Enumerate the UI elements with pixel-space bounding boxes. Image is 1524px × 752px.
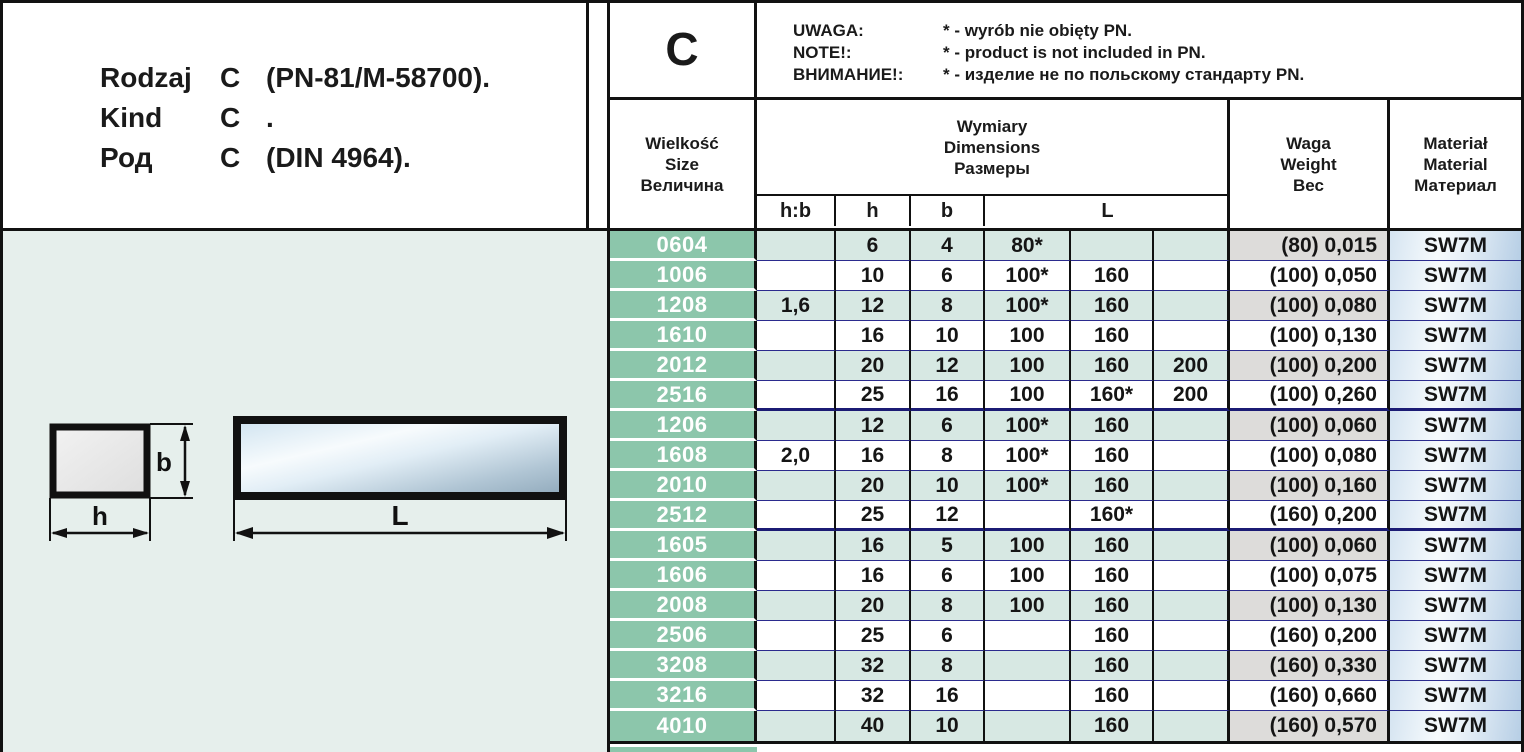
- weight-header-ru: Вес: [1293, 175, 1324, 195]
- size-cell: 1206: [610, 411, 757, 441]
- standard-line-ru: [100, 138, 586, 178]
- length-value-cell-3: [1154, 441, 1230, 471]
- length-value-cell-3: [1154, 711, 1230, 741]
- size-cell: 0604: [610, 231, 757, 261]
- h-value-cell: 25: [836, 381, 911, 411]
- dimensions-column-header: [757, 100, 1230, 228]
- subheader-l: L: [1101, 199, 1114, 222]
- h-arrowhead-right: [133, 528, 149, 538]
- drawing-panel: [0, 228, 607, 752]
- length-value-cell-2: 160: [1071, 561, 1154, 591]
- material-cell: SW7M: [1390, 651, 1521, 681]
- dims-header-ru: Размеры: [954, 158, 1030, 178]
- length-value-cell-1: 100*: [985, 471, 1071, 501]
- size-header-pl: Wielkość: [645, 133, 719, 153]
- length-value-cell-2: 160*: [1071, 501, 1154, 531]
- table-row: [610, 621, 1521, 651]
- note-text-ru: * - изделие не по польскому стандарту PN.: [943, 65, 1305, 84]
- material-cell: SW7M: [1390, 261, 1521, 291]
- length-value-cell-1: [985, 501, 1071, 531]
- hb-ratio-cell: [757, 471, 836, 501]
- standard-kind-pl: C: [220, 62, 241, 93]
- b-dimension-label: b: [156, 447, 172, 477]
- material-cell: SW7M: [1390, 621, 1521, 651]
- weight-cell: (100) 0,060: [1230, 411, 1390, 441]
- size-cell: 4010: [610, 711, 757, 741]
- length-value-cell-3: 200: [1154, 381, 1230, 411]
- standard-label-en: Kind: [100, 102, 163, 133]
- dims-header-pl: Wymiary: [956, 116, 1028, 136]
- b-value-cell: 10: [911, 321, 985, 351]
- table-body: [610, 231, 1521, 741]
- table-row: [610, 531, 1521, 561]
- h-value-cell: 25: [836, 621, 911, 651]
- length-value-cell-1: 100: [985, 591, 1071, 621]
- size-header-en: Size: [664, 154, 700, 174]
- size-column-header: [610, 100, 757, 228]
- h-value-cell: 16: [836, 531, 911, 561]
- size-cell: 2010: [610, 471, 757, 501]
- weight-cell: (160) 0,660: [1230, 681, 1390, 711]
- length-value-cell-3: [1154, 291, 1230, 321]
- size-cell: 1608: [610, 441, 757, 471]
- b-value-cell: 10: [911, 711, 985, 741]
- length-value-cell-3: [1154, 231, 1230, 261]
- note-text-en: * - product is not included in PN.: [943, 43, 1206, 62]
- hb-ratio-cell: [757, 321, 836, 351]
- h-value-cell: 10: [836, 261, 911, 291]
- length-value-cell-3: [1154, 501, 1230, 531]
- weight-cell: (100) 0,050: [1230, 261, 1390, 291]
- length-value-cell-1: 100*: [985, 291, 1071, 321]
- note-line-ru: [793, 64, 1521, 86]
- b-value-cell: 8: [911, 441, 985, 471]
- hb-ratio-cell: [757, 261, 836, 291]
- hb-ratio-cell: [757, 681, 836, 711]
- hb-ratio-cell: [757, 351, 836, 381]
- subheader-b: b: [911, 196, 985, 226]
- length-value-cell-2: 160: [1071, 621, 1154, 651]
- size-cell: 1610: [610, 321, 757, 351]
- type-letter-cell: C: [610, 0, 757, 97]
- h-value-cell: 32: [836, 681, 911, 711]
- table-top-header: [610, 0, 1521, 100]
- table-row: [610, 291, 1521, 321]
- table-row: [610, 471, 1521, 501]
- b-value-cell: 12: [911, 501, 985, 531]
- length-value-cell-3: [1154, 411, 1230, 441]
- weight-cell: (80) 0,015: [1230, 231, 1390, 261]
- subheader-h: h: [836, 196, 911, 226]
- h-value-cell: 12: [836, 411, 911, 441]
- b-value-cell: 8: [911, 291, 985, 321]
- length-value-cell-3: [1154, 621, 1230, 651]
- length-value-cell-3: [1154, 321, 1230, 351]
- table-row: [610, 711, 1521, 741]
- material-cell: SW7M: [1390, 591, 1521, 621]
- material-cell: SW7M: [1390, 501, 1521, 531]
- material-cell: SW7M: [1390, 231, 1521, 261]
- length-value-cell-1: 100: [985, 351, 1071, 381]
- note-label-pl: UWAGA:: [793, 21, 864, 40]
- length-value-cell-2: [1071, 231, 1154, 261]
- l-arrowhead-right: [547, 527, 565, 539]
- b-value-cell: 4: [911, 231, 985, 261]
- standard-line-pl: [100, 58, 586, 98]
- weight-cell: (100) 0,160: [1230, 471, 1390, 501]
- table-row: [610, 231, 1521, 261]
- material-cell: SW7M: [1390, 441, 1521, 471]
- material-cell: SW7M: [1390, 471, 1521, 501]
- table-bottom-border: [610, 741, 1521, 744]
- h-value-cell: 16: [836, 441, 911, 471]
- length-value-cell-2: 160: [1071, 471, 1154, 501]
- h-value-cell: 32: [836, 651, 911, 681]
- note-text-pl: * - wyrób nie obięty PN.: [943, 21, 1132, 40]
- length-value-cell-2: 160: [1071, 321, 1154, 351]
- h-value-cell: 16: [836, 321, 911, 351]
- b-arrowhead-down: [180, 481, 190, 497]
- weight-cell: (160) 0,200: [1230, 621, 1390, 651]
- weight-cell: (100) 0,130: [1230, 591, 1390, 621]
- length-value-cell-1: [985, 681, 1071, 711]
- length-value-cell-3: [1154, 591, 1230, 621]
- table-column-headers: [610, 100, 1521, 231]
- length-value-cell-1: 100*: [985, 261, 1071, 291]
- subheader-hb: h:b: [757, 196, 836, 226]
- length-value-cell-1: 100: [985, 531, 1071, 561]
- standard-kind-en: C: [220, 102, 241, 133]
- standard-label-ru: Род: [100, 142, 153, 173]
- weight-cell: (160) 0,200: [1230, 501, 1390, 531]
- b-value-cell: 16: [911, 381, 985, 411]
- hb-ratio-cell: [757, 561, 836, 591]
- material-cell: SW7M: [1390, 681, 1521, 711]
- material-cell: SW7M: [1390, 291, 1521, 321]
- weight-cell: (160) 0,570: [1230, 711, 1390, 741]
- length-value-cell-3: [1154, 651, 1230, 681]
- size-header-ru: Величина: [640, 175, 724, 195]
- length-value-cell-1: [985, 651, 1071, 681]
- size-cell: 2012: [610, 351, 757, 381]
- length-value-cell-2: 160: [1071, 411, 1154, 441]
- table-row: [610, 501, 1521, 531]
- material-header-ru: Материал: [1414, 175, 1497, 195]
- hb-ratio-cell: 1,6: [757, 291, 836, 321]
- size-cell: 2516: [610, 381, 757, 411]
- hb-ratio-cell: [757, 231, 836, 261]
- table-row: [610, 351, 1521, 381]
- h-value-cell: 6: [836, 231, 911, 261]
- h-value-cell: 40: [836, 711, 911, 741]
- page-top-border: [0, 0, 1524, 3]
- length-value-cell-1: [985, 621, 1071, 651]
- table-row: [610, 651, 1521, 681]
- material-cell: SW7M: [1390, 531, 1521, 561]
- weight-cell: (100) 0,260: [1230, 381, 1390, 411]
- h-value-cell: 20: [836, 471, 911, 501]
- hb-ratio-cell: [757, 381, 836, 411]
- hb-ratio-cell: [757, 411, 836, 441]
- next-row-sliver: [610, 747, 757, 752]
- length-value-cell-2: 160: [1071, 261, 1154, 291]
- weight-cell: (100) 0,200: [1230, 351, 1390, 381]
- hb-ratio-cell: [757, 531, 836, 561]
- material-column-header: [1390, 100, 1521, 228]
- b-value-cell: 6: [911, 261, 985, 291]
- size-cell: 1208: [610, 291, 757, 321]
- length-value-cell-3: [1154, 561, 1230, 591]
- hb-ratio-cell: [757, 621, 836, 651]
- spec-table: [607, 0, 1524, 752]
- length-value-cell-1: 80*: [985, 231, 1071, 261]
- weight-header-pl: Waga: [1286, 133, 1331, 153]
- standard-label-pl: Rodzaj: [100, 62, 192, 93]
- h-value-cell: 16: [836, 561, 911, 591]
- size-cell: 1606: [610, 561, 757, 591]
- weight-cell: (160) 0,330: [1230, 651, 1390, 681]
- length-value-cell-1: 100: [985, 561, 1071, 591]
- table-row: [610, 261, 1521, 291]
- size-cell: 3216: [610, 681, 757, 711]
- note-line-en: [793, 42, 1521, 64]
- size-cell: 2008: [610, 591, 757, 621]
- length-value-cell-1: 100: [985, 381, 1071, 411]
- note-label-en: NOTE!:: [793, 43, 852, 62]
- standard-number-en: .: [266, 102, 274, 133]
- length-value-cell-1: [985, 711, 1071, 741]
- hb-ratio-cell: [757, 591, 836, 621]
- b-value-cell: 6: [911, 411, 985, 441]
- l-dimension-label: L: [391, 500, 409, 531]
- length-value-cell-2: 160: [1071, 681, 1154, 711]
- standard-info-box: [0, 0, 589, 231]
- size-cell: 2506: [610, 621, 757, 651]
- length-value-cell-2: 160: [1071, 351, 1154, 381]
- length-value-cell-2: 160: [1071, 531, 1154, 561]
- table-row: [610, 591, 1521, 621]
- h-value-cell: 25: [836, 501, 911, 531]
- b-value-cell: 6: [911, 621, 985, 651]
- b-value-cell: 8: [911, 651, 985, 681]
- h-value-cell: 20: [836, 591, 911, 621]
- material-cell: SW7M: [1390, 711, 1521, 741]
- b-value-cell: 10: [911, 471, 985, 501]
- length-value-cell-3: [1154, 471, 1230, 501]
- weight-cell: (100) 0,075: [1230, 561, 1390, 591]
- b-value-cell: 12: [911, 351, 985, 381]
- length-value-cell-2: 160: [1071, 291, 1154, 321]
- hb-ratio-cell: 2,0: [757, 441, 836, 471]
- material-cell: SW7M: [1390, 321, 1521, 351]
- weight-column-header: [1230, 100, 1390, 228]
- standard-info-lines: [3, 3, 586, 178]
- length-value-cell-1: 100*: [985, 411, 1071, 441]
- length-value-cell-2: 160: [1071, 711, 1154, 741]
- b-value-cell: 6: [911, 561, 985, 591]
- table-row: [610, 321, 1521, 351]
- h-dimension-label: h: [92, 501, 108, 531]
- dimensions-title: [757, 100, 1227, 196]
- length-value-cell-2: 160: [1071, 441, 1154, 471]
- standard-line-en: [100, 98, 586, 138]
- standard-kind-ru: C: [220, 142, 241, 173]
- h-value-cell: 12: [836, 291, 911, 321]
- tool-bit-diagram: [40, 413, 580, 558]
- bar-shape: [237, 420, 563, 496]
- hb-ratio-cell: [757, 501, 836, 531]
- table-row: [610, 411, 1521, 441]
- size-cell: 3208: [610, 651, 757, 681]
- material-cell: SW7M: [1390, 411, 1521, 441]
- length-value-cell-1: 100: [985, 321, 1071, 351]
- notes-cell: [757, 0, 1521, 97]
- b-value-cell: 8: [911, 591, 985, 621]
- note-label-ru: ВНИМАНИЕ!:: [793, 65, 904, 84]
- b-value-cell: 16: [911, 681, 985, 711]
- standard-number-ru: (DIN 4964).: [266, 142, 411, 173]
- material-header-en: Material: [1423, 154, 1488, 174]
- material-header-pl: Materiał: [1423, 133, 1488, 153]
- dimensions-subheader: [757, 196, 1227, 226]
- length-value-cell-3: [1154, 681, 1230, 711]
- cross-section-shape: [53, 427, 147, 495]
- weight-cell: (100) 0,060: [1230, 531, 1390, 561]
- material-cell: SW7M: [1390, 351, 1521, 381]
- hb-ratio-cell: [757, 711, 836, 741]
- b-value-cell: 5: [911, 531, 985, 561]
- length-value-cell-2: 160: [1071, 651, 1154, 681]
- h-value-cell: 20: [836, 351, 911, 381]
- weight-cell: (100) 0,080: [1230, 441, 1390, 471]
- table-row: [610, 561, 1521, 591]
- weight-cell: (100) 0,080: [1230, 291, 1390, 321]
- table-row: [610, 681, 1521, 711]
- standard-number-pl: (PN-81/M-58700).: [266, 62, 491, 93]
- size-cell: 1605: [610, 531, 757, 561]
- material-cell: SW7M: [1390, 561, 1521, 591]
- length-value-cell-2: 160: [1071, 591, 1154, 621]
- size-cell: 2512: [610, 501, 757, 531]
- length-value-cell-3: 200: [1154, 351, 1230, 381]
- dims-header-en: Dimensions: [943, 137, 1041, 157]
- length-value-cell-1: 100*: [985, 441, 1071, 471]
- size-cell: 1006: [610, 261, 757, 291]
- table-row: [610, 441, 1521, 471]
- length-value-cell-3: [1154, 261, 1230, 291]
- length-value-cell-2: 160*: [1071, 381, 1154, 411]
- material-cell: SW7M: [1390, 381, 1521, 411]
- weight-header-en: Weight: [1280, 154, 1337, 174]
- b-arrowhead-up: [180, 425, 190, 441]
- h-arrowhead-left: [51, 528, 67, 538]
- table-row: [610, 381, 1521, 411]
- weight-cell: (100) 0,130: [1230, 321, 1390, 351]
- length-value-cell-3: [1154, 531, 1230, 561]
- hb-ratio-cell: [757, 651, 836, 681]
- note-line-pl: [793, 20, 1521, 42]
- l-arrowhead-left: [235, 527, 253, 539]
